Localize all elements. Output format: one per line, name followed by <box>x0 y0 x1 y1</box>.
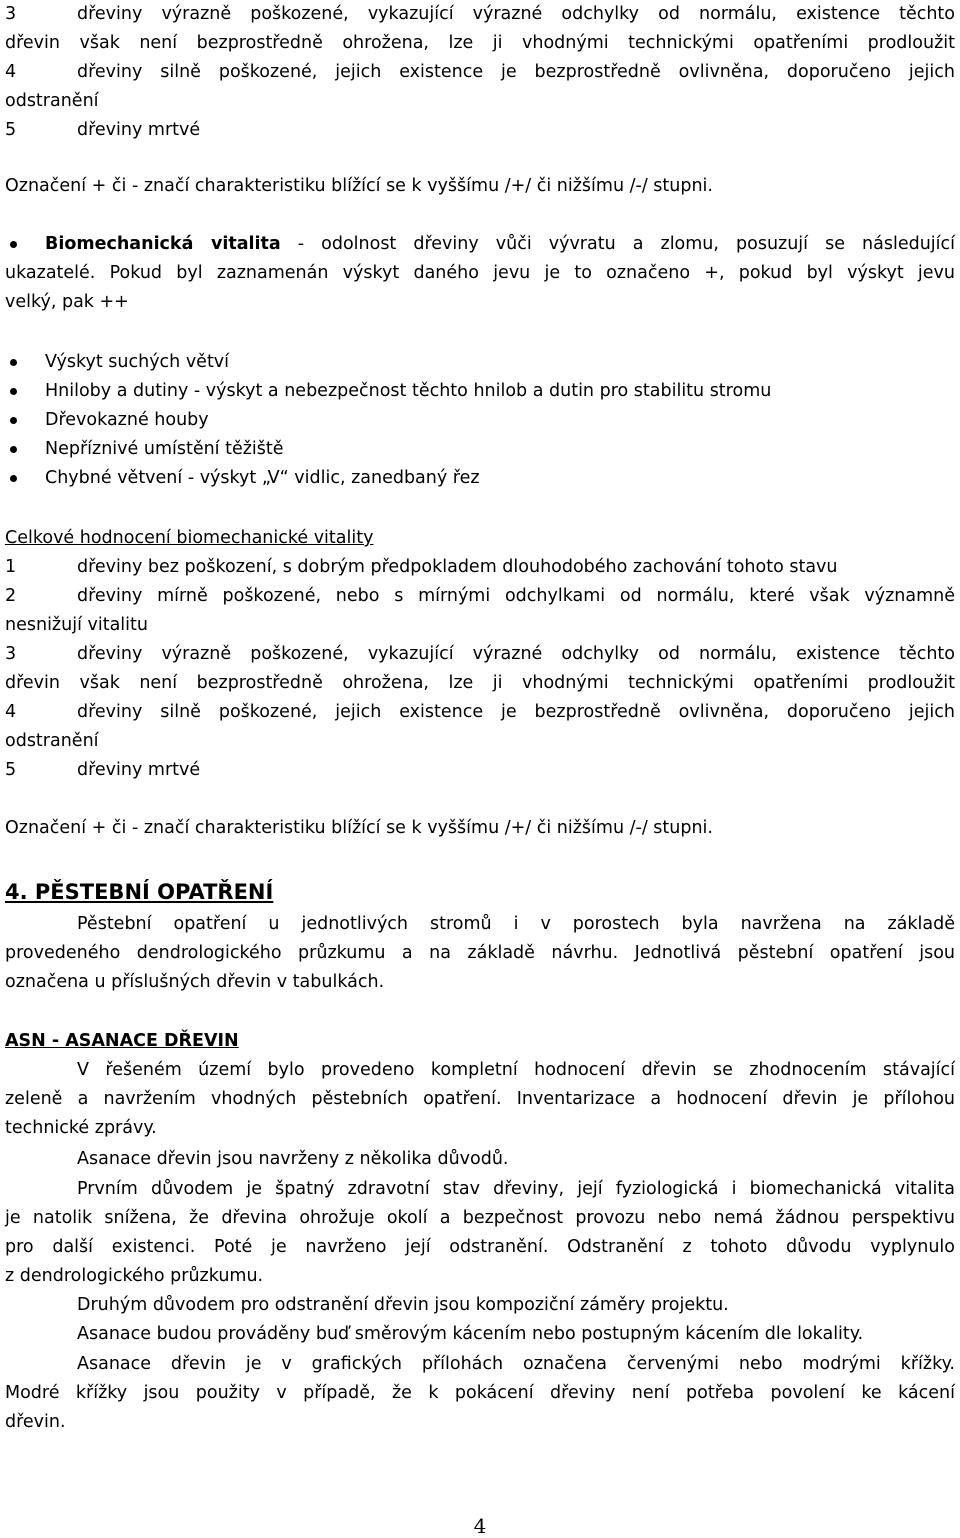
biomech-term: Biomechanická vitalita <box>45 234 281 254</box>
scale-item-4-line-1: 4 dřeviny silně poškozené, jejich existence je bezprostředně ovlivněna, doporučeno jejich <box>5 58 955 87</box>
indicator-item: Dřevokazné houby <box>5 406 955 435</box>
asn-heading: ASN - ASANACE DŘEVIN <box>5 1031 239 1051</box>
asn-p4: Druhým důvodem pro odstranění dřevin jsou kompoziční záměry projektu. <box>77 1295 729 1315</box>
scale-item-3-line-1: 3 dřeviny výrazně poškozené, vykazující výrazné odchylky od normálu, existence těchto <box>5 0 955 29</box>
scale-item-5: 5 dřeviny mrtvé <box>5 116 955 145</box>
overall-item-2-line-2: nesnižují vitalitu <box>5 615 148 635</box>
biomech-bullet-line-1: Biomechanická vitalita - odolnost dřeviny vůči vývratu a zlomu, posuzují se následující <box>5 230 955 259</box>
overall-item-2-line-1: 2 dřeviny mírně poškozené, nebo s mírnými odchylkami od normálu, které však významně <box>5 582 955 611</box>
bullet-icon <box>10 359 17 366</box>
overall-item-4-line-1: 4 dřeviny silně poškozené, jejich existence je bezprostředně ovlivněna, doporučeno jejich <box>5 698 955 727</box>
indicator-item: Nepříznivé umístění těžiště <box>5 435 955 464</box>
asn-p6-line-2: Modré křížky jsou použity v případě, že k pokácení dřeviny není potřeba povolení ke kácení <box>5 1383 955 1403</box>
asn-p5: Asanace budou prováděny buď směrovým kácením nebo postupným kácením dle lokality. <box>77 1324 864 1344</box>
scale-item-number: 5 <box>5 120 17 140</box>
indicator-item: Hniloby a dutiny - výskyt a nebezpečnost těchto hnilob a dutin pro stabilitu stromu <box>5 377 955 406</box>
scale-item-number: 4 <box>5 702 17 722</box>
scale-item-number: 4 <box>5 62 17 82</box>
section-4-heading: 4. PĚSTEBNÍ OPATŘENÍ <box>5 880 274 904</box>
bullet-icon <box>10 446 17 453</box>
scale-item-3-line-2: dřevin však není bezprostředně ohrožena, lze ji vhodnými technickými opatřeními prodloužit <box>5 33 955 53</box>
indicator-item: Výskyt suchých větví <box>5 348 955 377</box>
overall-item-3-line-2: dřevin však není bezprostředně ohrožena, lze ji vhodnými technickými opatřeními prodloužit <box>5 673 955 693</box>
indicator-item: Chybné větvení - výskyt „V“ vidlic, zanedbaný řez <box>5 464 955 493</box>
bullet-icon <box>10 475 17 482</box>
asn-p1-line-3: technické zprávy. <box>5 1118 157 1138</box>
scale-item-number: 5 <box>5 760 17 780</box>
page-number: 4 <box>473 1514 487 1538</box>
biomech-line-2: ukazatelé. Pokud byl zaznamenán výskyt daného jevu je to označeno +, pokud byl výskyt jevu <box>5 263 955 283</box>
asn-p3-line-2: je natolik snížena, že dřevina ohrožuje okolí a bezpečnost provozu nebo nemá žádnou perspektivu <box>5 1208 955 1228</box>
bullet-icon <box>10 241 17 248</box>
bullet-icon <box>10 388 17 395</box>
section-4-p1-line-2: provedeného dendrologického průzkumu a na základě návrhu. Jednotlivá pěstební opatření jsou <box>5 943 955 963</box>
overall-heading: Celkové hodnocení biomechanické vitality <box>5 528 374 548</box>
asn-p6-line-1: Asanace dřevin je v grafických přílohách označena červenými nebo modrými křížky. <box>77 1354 955 1374</box>
asn-p1-line-2: zeleně a navržením vhodných pěstebních opatření. Inventarizace a hodnocení dřevin je přílohou <box>5 1089 955 1109</box>
scale-item-number: 2 <box>5 586 17 606</box>
asn-p1-line-1: V řešeném území bylo provedeno kompletní hodnocení dřevin se zhodnocením stávající <box>77 1060 955 1080</box>
overall-item-4-line-2: odstranění <box>5 731 99 751</box>
scale-item-number: 3 <box>5 4 17 24</box>
scale-note: Označení + či - značí charakteristiku blížící se k vyššímu /+/ či nižšímu /-/ stupni. <box>5 176 713 196</box>
overall-item-1: 1 dřeviny bez poškození, s dobrým předpokladem dlouhodobého zachování tohoto stavu <box>5 553 955 582</box>
overall-item-5: 5 dřeviny mrtvé <box>5 756 955 785</box>
section-4-p1-line-3: označena u příslušných dřevin v tabulkách. <box>5 972 385 992</box>
asn-p3-line-4: z dendrologického průzkumu. <box>5 1266 264 1286</box>
asn-p6-line-3: dřevin. <box>5 1412 66 1432</box>
asn-p2: Asanace dřevin jsou navrženy z několika důvodů. <box>77 1149 509 1169</box>
asn-p3-line-3: pro další existenci. Poté je navrženo její odstranění. Odstranění z tohoto důvodu vyplynulo <box>5 1237 955 1257</box>
bullet-icon <box>10 417 17 424</box>
overall-item-3-line-1: 3 dřeviny výrazně poškozené, vykazující výrazné odchylky od normálu, existence těchto <box>5 640 955 669</box>
scale-item-number: 3 <box>5 644 17 664</box>
scale-item-4-line-2: odstranění <box>5 91 99 111</box>
asn-p3-line-1: Prvním důvodem je špatný zdravotní stav dřeviny, její fyziologická i biomechanická vitalita <box>77 1179 955 1199</box>
overall-note: Označení + či - značí charakteristiku blížící se k vyššímu /+/ či nižšímu /-/ stupni. <box>5 818 713 838</box>
biomech-line-3: velký, pak ++ <box>5 292 129 312</box>
section-4-p1-line-1: Pěstební opatření u jednotlivých stromů i v porostech byla navržena na základě <box>77 914 955 934</box>
scale-item-number: 1 <box>5 557 17 577</box>
